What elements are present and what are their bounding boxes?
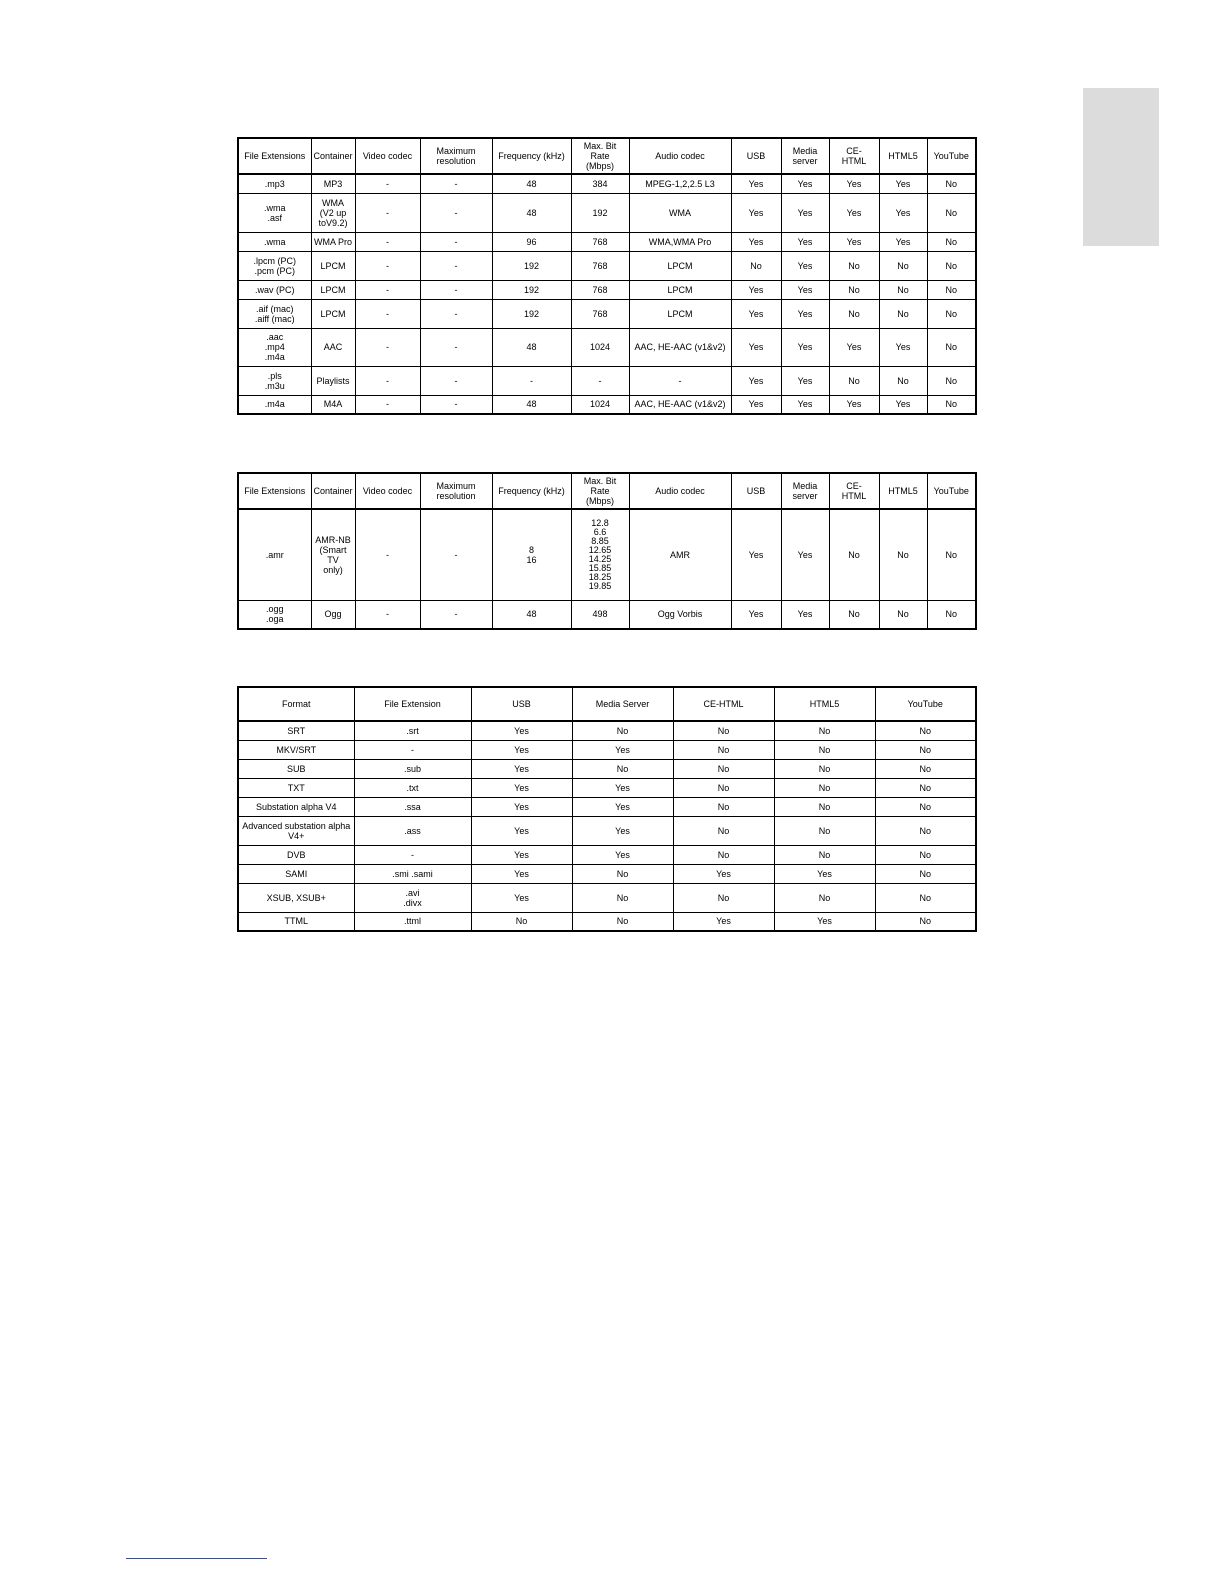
table-row bbox=[238, 883, 976, 912]
table-cell: No bbox=[875, 864, 976, 883]
table-row bbox=[238, 509, 976, 600]
table-row bbox=[238, 721, 976, 740]
table-cell: No bbox=[572, 864, 673, 883]
table-cell: No bbox=[875, 759, 976, 778]
table-cell: - bbox=[355, 600, 420, 629]
table-cell: No bbox=[927, 328, 976, 366]
header-max-bit-rate: Max. Bit Rate (Mbps) bbox=[571, 138, 629, 174]
table-cell: Yes bbox=[471, 721, 572, 740]
header-youtube: YouTube bbox=[927, 138, 976, 174]
table-cell: No bbox=[875, 797, 976, 816]
table-cell: Yes bbox=[572, 778, 673, 797]
table-cell: .ogg .oga bbox=[238, 600, 311, 629]
table-cell: Yes bbox=[731, 280, 781, 299]
table-cell: Substation alpha V4 bbox=[238, 797, 354, 816]
table-cell: - bbox=[354, 740, 471, 759]
table-cell: Yes bbox=[774, 864, 875, 883]
table-cell: Yes bbox=[879, 232, 927, 251]
table-cell: Yes bbox=[731, 174, 781, 193]
table-cell: - bbox=[420, 251, 492, 280]
table-cell: - bbox=[420, 366, 492, 395]
table-cell: No bbox=[875, 778, 976, 797]
table-row bbox=[238, 912, 976, 931]
table-cell: .wav (PC) bbox=[238, 280, 311, 299]
table-cell: 192 bbox=[492, 251, 571, 280]
table-cell: - bbox=[355, 328, 420, 366]
table-cell: AAC bbox=[311, 328, 355, 366]
table-row bbox=[238, 797, 976, 816]
table-cell: Yes bbox=[879, 174, 927, 193]
table-cell: No bbox=[673, 816, 774, 845]
header-html5: HTML5 bbox=[774, 687, 875, 721]
table-cell: - bbox=[420, 509, 492, 600]
table-cell: 192 bbox=[492, 299, 571, 328]
table-row bbox=[238, 740, 976, 759]
table-row bbox=[238, 299, 976, 328]
table-cell: - bbox=[355, 174, 420, 193]
table-cell: MPEG-1,2,2.5 L3 bbox=[629, 174, 731, 193]
table-cell: - bbox=[420, 395, 492, 414]
table-cell: No bbox=[927, 395, 976, 414]
table-cell: Yes bbox=[731, 366, 781, 395]
table-cell: 12.8 6.6 8.85 12.65 14.25 15.85 18.25 19.85 bbox=[571, 509, 629, 600]
table-cell: 768 bbox=[571, 232, 629, 251]
table-cell: No bbox=[927, 251, 976, 280]
table-cell: .avi .divx bbox=[354, 883, 471, 912]
table-cell: - bbox=[355, 366, 420, 395]
table-cell: No bbox=[829, 366, 879, 395]
table-cell: No bbox=[829, 600, 879, 629]
header-container: Container bbox=[311, 138, 355, 174]
table-cell: XSUB, XSUB+ bbox=[238, 883, 354, 912]
table-cell: No bbox=[879, 600, 927, 629]
table-cell: LPCM bbox=[629, 280, 731, 299]
table-cell: Yes bbox=[774, 912, 875, 931]
table-cell: Yes bbox=[471, 845, 572, 864]
table-cell: No bbox=[927, 193, 976, 232]
table-cell: No bbox=[572, 883, 673, 912]
table-cell: Yes bbox=[829, 328, 879, 366]
table-cell: Yes bbox=[572, 845, 673, 864]
table-cell: Yes bbox=[879, 395, 927, 414]
table-cell: Yes bbox=[731, 395, 781, 414]
table-cell: No bbox=[673, 759, 774, 778]
table-cell: Yes bbox=[781, 328, 829, 366]
table-cell: Yes bbox=[879, 193, 927, 232]
table-cell: No bbox=[927, 299, 976, 328]
table-cell: Yes bbox=[572, 740, 673, 759]
table-cell: No bbox=[875, 912, 976, 931]
table-cell: .mp3 bbox=[238, 174, 311, 193]
table-cell: LPCM bbox=[311, 299, 355, 328]
table-row bbox=[238, 280, 976, 299]
table-cell: - bbox=[420, 174, 492, 193]
table-cell: Yes bbox=[781, 280, 829, 299]
header-html5: HTML5 bbox=[879, 138, 927, 174]
table-cell: - bbox=[354, 845, 471, 864]
table-cell: - bbox=[355, 232, 420, 251]
header-video-codec: Video codec bbox=[355, 138, 420, 174]
table-cell: 8 16 bbox=[492, 509, 571, 600]
table-cell: .m4a bbox=[238, 395, 311, 414]
table-cell: No bbox=[774, 797, 875, 816]
table-cell: Yes bbox=[781, 174, 829, 193]
header-frequency: Frequency (kHz) bbox=[492, 138, 571, 174]
table-row bbox=[238, 759, 976, 778]
table-cell: - bbox=[355, 509, 420, 600]
table-row bbox=[238, 395, 976, 414]
table-cell: Yes bbox=[781, 251, 829, 280]
table-cell: Yes bbox=[572, 816, 673, 845]
table-header-row bbox=[238, 138, 976, 174]
table-cell: No bbox=[572, 912, 673, 931]
table-cell: Yes bbox=[879, 328, 927, 366]
table-cell: 768 bbox=[571, 251, 629, 280]
table-row bbox=[238, 366, 976, 395]
header-audio-codec: Audio codec bbox=[629, 473, 731, 509]
table-cell: - bbox=[571, 366, 629, 395]
table-cell: No bbox=[673, 740, 774, 759]
table-cell: 48 bbox=[492, 395, 571, 414]
table-cell: No bbox=[927, 600, 976, 629]
table-cell: No bbox=[927, 366, 976, 395]
header-ce-html: CE- HTML bbox=[829, 473, 879, 509]
table-cell: - bbox=[420, 299, 492, 328]
header-media-server: Media server bbox=[781, 138, 829, 174]
table-cell: - bbox=[355, 193, 420, 232]
table-cell: Yes bbox=[731, 509, 781, 600]
table-cell: 192 bbox=[571, 193, 629, 232]
audio-format-table-1 bbox=[237, 137, 977, 415]
header-media-server: Media Server bbox=[572, 687, 673, 721]
header-file-extension: File Extension bbox=[354, 687, 471, 721]
table-cell: Yes bbox=[471, 778, 572, 797]
table-cell: Yes bbox=[829, 193, 879, 232]
footer-rule bbox=[126, 1558, 267, 1559]
table-cell: - bbox=[420, 232, 492, 251]
table-cell: SRT bbox=[238, 721, 354, 740]
table-cell: LPCM bbox=[311, 280, 355, 299]
table-cell: MKV/SRT bbox=[238, 740, 354, 759]
table-cell: Yes bbox=[471, 816, 572, 845]
table-cell: WMA Pro bbox=[311, 232, 355, 251]
table-cell: LPCM bbox=[629, 251, 731, 280]
table-cell: No bbox=[879, 366, 927, 395]
table-cell: Yes bbox=[781, 366, 829, 395]
header-container: Container bbox=[311, 473, 355, 509]
header-usb: USB bbox=[731, 473, 781, 509]
table-cell: No bbox=[875, 721, 976, 740]
table-cell: Yes bbox=[471, 864, 572, 883]
table-cell: Yes bbox=[471, 740, 572, 759]
table-cell: Yes bbox=[731, 299, 781, 328]
table-cell: - bbox=[355, 251, 420, 280]
table-cell: 1024 bbox=[571, 395, 629, 414]
table-cell: No bbox=[572, 721, 673, 740]
table-cell: Yes bbox=[471, 797, 572, 816]
header-frequency: Frequency (kHz) bbox=[492, 473, 571, 509]
table-cell: No bbox=[774, 721, 875, 740]
table-cell: WMA bbox=[629, 193, 731, 232]
table-cell: No bbox=[875, 883, 976, 912]
table-cell: No bbox=[829, 251, 879, 280]
table-cell: TTML bbox=[238, 912, 354, 931]
header-media-server: Media server bbox=[781, 473, 829, 509]
header-max-bit-rate: Max. Bit Rate (Mbps) bbox=[571, 473, 629, 509]
table-cell: .amr bbox=[238, 509, 311, 600]
header-maximum-resolution: Maximum resolution bbox=[420, 138, 492, 174]
table-cell: Yes bbox=[673, 912, 774, 931]
table-cell: Yes bbox=[781, 193, 829, 232]
table-cell: WMA,WMA Pro bbox=[629, 232, 731, 251]
table-row bbox=[238, 232, 976, 251]
table-cell: No bbox=[875, 845, 976, 864]
table-cell: AMR-NB (Smart TV only) bbox=[311, 509, 355, 600]
table-cell: Yes bbox=[673, 864, 774, 883]
table-cell: TXT bbox=[238, 778, 354, 797]
table-cell: Yes bbox=[781, 509, 829, 600]
table-cell: No bbox=[673, 797, 774, 816]
table-cell: LPCM bbox=[311, 251, 355, 280]
table-cell: No bbox=[927, 280, 976, 299]
table-cell: No bbox=[774, 816, 875, 845]
table-cell: Yes bbox=[781, 395, 829, 414]
table-cell: - bbox=[355, 280, 420, 299]
table-cell: No bbox=[879, 280, 927, 299]
header-file-extensions: File Extensions bbox=[238, 138, 311, 174]
table-cell: No bbox=[927, 509, 976, 600]
table-cell: .lpcm (PC) .pcm (PC) bbox=[238, 251, 311, 280]
header-youtube: YouTube bbox=[875, 687, 976, 721]
table-cell: Yes bbox=[731, 328, 781, 366]
table-cell: - bbox=[420, 600, 492, 629]
table-cell: No bbox=[774, 740, 875, 759]
table-cell: .aif (mac) .aiff (mac) bbox=[238, 299, 311, 328]
table-cell: .sub bbox=[354, 759, 471, 778]
table-cell: Yes bbox=[781, 299, 829, 328]
header-ce-html: CE- HTML bbox=[829, 138, 879, 174]
header-file-extensions: File Extensions bbox=[238, 473, 311, 509]
table-row bbox=[238, 174, 976, 193]
table-cell: .ttml bbox=[354, 912, 471, 931]
table-cell: 96 bbox=[492, 232, 571, 251]
table-row bbox=[238, 778, 976, 797]
table-cell: .pls .m3u bbox=[238, 366, 311, 395]
table-cell: - bbox=[355, 299, 420, 328]
table-cell: No bbox=[673, 883, 774, 912]
header-youtube: YouTube bbox=[927, 473, 976, 509]
table-cell: No bbox=[673, 721, 774, 740]
table-cell: - bbox=[355, 395, 420, 414]
table-cell: Yes bbox=[829, 174, 879, 193]
table-row bbox=[238, 864, 976, 883]
table-cell: No bbox=[774, 845, 875, 864]
header-usb: USB bbox=[471, 687, 572, 721]
table-cell: AAC, HE-AAC (v1&v2) bbox=[629, 328, 731, 366]
audio-format-table-2 bbox=[237, 472, 977, 630]
table-cell: - bbox=[492, 366, 571, 395]
table-cell: M4A bbox=[311, 395, 355, 414]
table-cell: AMR bbox=[629, 509, 731, 600]
table-cell: 768 bbox=[571, 280, 629, 299]
table-cell: Yes bbox=[572, 797, 673, 816]
table-cell: Advanced substation alpha V4+ bbox=[238, 816, 354, 845]
table-cell: SUB bbox=[238, 759, 354, 778]
table-cell: - bbox=[629, 366, 731, 395]
table-cell: .ssa bbox=[354, 797, 471, 816]
table-cell: .wma bbox=[238, 232, 311, 251]
table-cell: No bbox=[774, 759, 875, 778]
side-section-tab bbox=[1083, 88, 1159, 246]
table-cell: No bbox=[879, 509, 927, 600]
header-video-codec: Video codec bbox=[355, 473, 420, 509]
table-cell: Yes bbox=[731, 232, 781, 251]
header-format: Format bbox=[238, 687, 354, 721]
subtitle-format-table bbox=[237, 686, 977, 932]
table-cell: No bbox=[673, 778, 774, 797]
table-cell: 48 bbox=[492, 600, 571, 629]
table-cell: - bbox=[420, 280, 492, 299]
table-cell: Yes bbox=[829, 395, 879, 414]
table-cell: AAC, HE-AAC (v1&v2) bbox=[629, 395, 731, 414]
table-row bbox=[238, 251, 976, 280]
table-row bbox=[238, 328, 976, 366]
table-cell: Yes bbox=[731, 600, 781, 629]
table-cell: No bbox=[774, 778, 875, 797]
table-cell: No bbox=[731, 251, 781, 280]
table-header-row bbox=[238, 473, 976, 509]
table-cell: Yes bbox=[781, 232, 829, 251]
header-usb: USB bbox=[731, 138, 781, 174]
table-cell: No bbox=[879, 251, 927, 280]
table-cell: - bbox=[420, 193, 492, 232]
table-cell: No bbox=[927, 232, 976, 251]
table-cell: 498 bbox=[571, 600, 629, 629]
table-cell: Playlists bbox=[311, 366, 355, 395]
table-row bbox=[238, 816, 976, 845]
table-cell: 48 bbox=[492, 328, 571, 366]
table-cell: LPCM bbox=[629, 299, 731, 328]
table-cell: No bbox=[829, 280, 879, 299]
table-cell: No bbox=[875, 740, 976, 759]
table-cell: - bbox=[420, 328, 492, 366]
table-cell: DVB bbox=[238, 845, 354, 864]
table-cell: 1024 bbox=[571, 328, 629, 366]
table-cell: 192 bbox=[492, 280, 571, 299]
table-cell: MP3 bbox=[311, 174, 355, 193]
table-cell: 768 bbox=[571, 299, 629, 328]
header-audio-codec: Audio codec bbox=[629, 138, 731, 174]
table-cell: Yes bbox=[731, 193, 781, 232]
header-maximum-resolution: Maximum resolution bbox=[420, 473, 492, 509]
table-cell: .smi .sami bbox=[354, 864, 471, 883]
table-cell: No bbox=[774, 883, 875, 912]
table-header-row bbox=[238, 687, 976, 721]
table-cell: No bbox=[829, 509, 879, 600]
table-cell: .aac .mp4 .m4a bbox=[238, 328, 311, 366]
table-cell: .ass bbox=[354, 816, 471, 845]
table-cell: No bbox=[572, 759, 673, 778]
header-ce-html: CE-HTML bbox=[673, 687, 774, 721]
table-row bbox=[238, 193, 976, 232]
table-cell: Ogg Vorbis bbox=[629, 600, 731, 629]
table-cell: Yes bbox=[781, 600, 829, 629]
table-cell: .wma .asf bbox=[238, 193, 311, 232]
table-cell: .srt bbox=[354, 721, 471, 740]
table-cell: No bbox=[673, 845, 774, 864]
table-cell: No bbox=[879, 299, 927, 328]
table-cell: Ogg bbox=[311, 600, 355, 629]
table-cell: WMA (V2 up toV9.2) bbox=[311, 193, 355, 232]
table-row bbox=[238, 845, 976, 864]
table-cell: 48 bbox=[492, 174, 571, 193]
table-cell: No bbox=[829, 299, 879, 328]
table-cell: No bbox=[471, 912, 572, 931]
table-cell: 48 bbox=[492, 193, 571, 232]
table-cell: Yes bbox=[471, 883, 572, 912]
table-cell: 384 bbox=[571, 174, 629, 193]
table-cell: SAMI bbox=[238, 864, 354, 883]
header-html5: HTML5 bbox=[879, 473, 927, 509]
table-cell: Yes bbox=[471, 759, 572, 778]
table-cell: No bbox=[875, 816, 976, 845]
table-cell: No bbox=[927, 174, 976, 193]
table-cell: Yes bbox=[829, 232, 879, 251]
table-cell: .txt bbox=[354, 778, 471, 797]
table-row bbox=[238, 600, 976, 629]
